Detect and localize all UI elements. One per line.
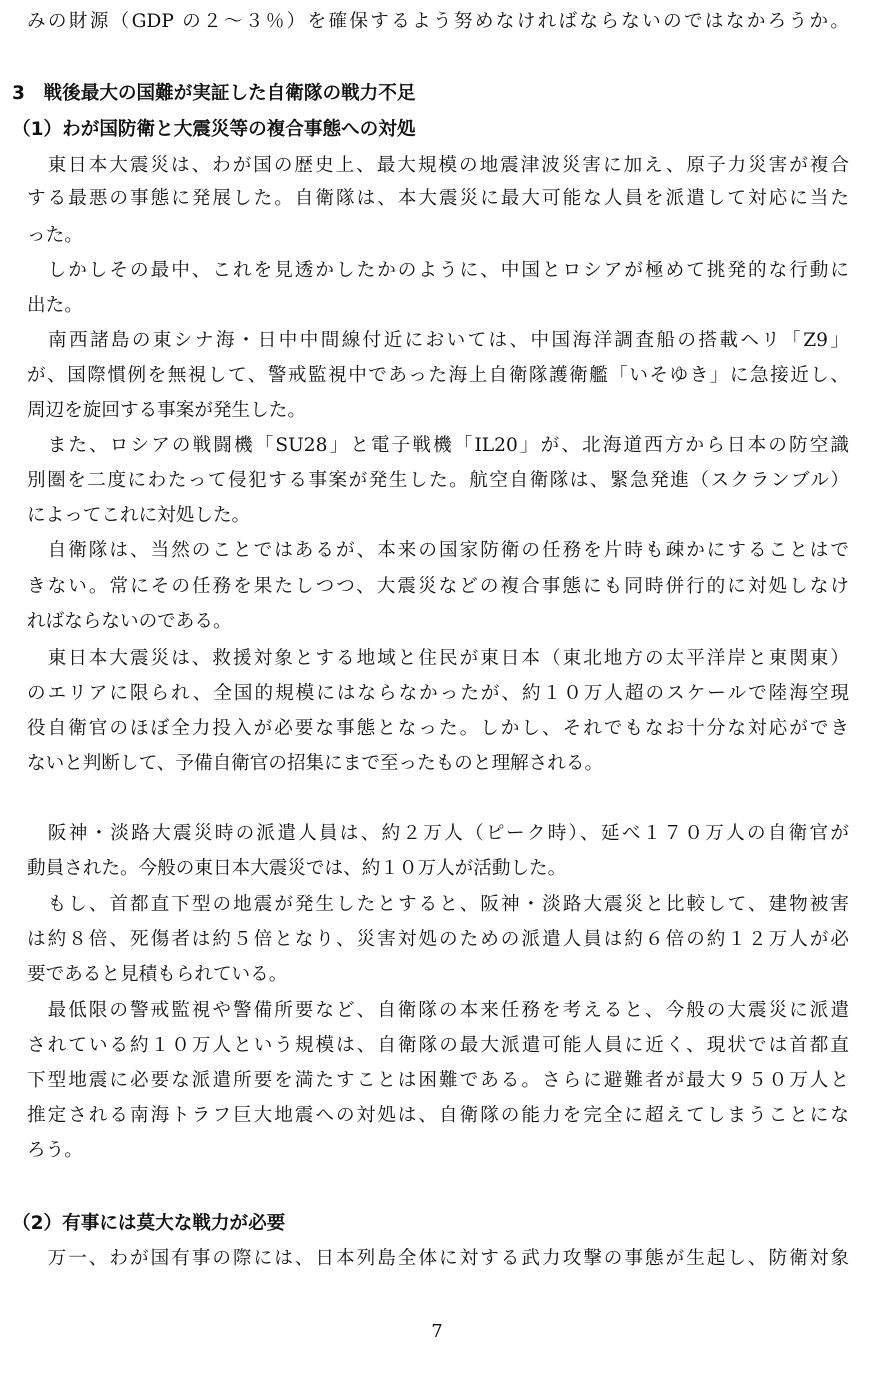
text-line: する最悪の事態に発展した。自衛隊は、本大震災に最大可能な人員を派遣して対応に当た	[27, 188, 849, 209]
text-line: しかしその最中、これを見透かしたかのように、中国とロシアが極めて挑発的な行動に	[27, 260, 849, 281]
text-line: 南西諸島の東シナ海・日中中間線付近においては、中国海洋調査船の搭載ヘリ「Z9」	[27, 330, 849, 351]
text-line: のエリアに限られ、全国的規模にはならなかったが、約１０万人超のスケールで陸海空現	[27, 683, 849, 704]
text-line: 推定される南海トラフ巨大地震への対処は、自衛隊の能力を完全に超えてしまうことにな	[27, 1105, 849, 1126]
text-line: 東日本大震災は、救援対象とする地域と住民が東日本（東北地方の太平洋岸と東関東）	[27, 648, 849, 669]
text-line: ろう。	[27, 1140, 83, 1161]
text-line: もし、首都直下型の地震が発生したとすると、阪神・淡路大震災と比較して、建物被害	[27, 894, 849, 915]
text-line: 要であると見積もられている。	[27, 964, 288, 985]
text-line: されている約１０万人という規模は、自衛隊の最大派遣可能人員に近く、現状では首都直	[27, 1035, 849, 1056]
text-line: 別圏を二度にわたって侵犯する事案が発生した。航空自衛隊は、緊急発進（スクランブル）	[27, 470, 849, 491]
text-line: 周辺を旋回する事案が発生した。	[27, 400, 306, 421]
text-line: ればならないのである。	[27, 611, 232, 632]
section-heading: 3 戦後最大の国難が実証した自衛隊の戦力不足	[12, 83, 416, 104]
text-line: は約８倍、死傷者は約５倍となり、災害対処のための派遣人員は約６倍の約１２万人が必	[27, 929, 849, 950]
text-line: 自衛隊は、当然のことではあるが、本来の国家防衛の任務を片時も疎かにすることはで	[27, 540, 849, 561]
text-line: 東日本大震災は、わが国の歴史上、最大規模の地震津波災害に加え、原子力災害が複合	[27, 155, 849, 176]
page-number: 7	[431, 1321, 443, 1342]
text-line: ないと判断して、予備自衛官の招集にまで至ったものと理解される。	[27, 753, 604, 774]
text-line: 下型地震に必要な派遣所要を満たすことは困難である。さらに避難者が最大９５０万人と	[27, 1070, 849, 1091]
subsection-heading: （2）有事には莫大な戦力が必要	[12, 1213, 286, 1234]
text-line: 役自衛官のほぼ全力投入が必要な事態となった。しかし、それでもなお十分な対応ができ	[27, 718, 849, 739]
text-line: 動員された。今般の東日本大震災では、約１０万人が活動した。	[27, 858, 567, 879]
text-line: った。	[27, 225, 83, 246]
text-line: みの財源（GDP の２～３％）を確保するよう努めなければならないのではなかろうか。	[27, 11, 849, 32]
text-line: また、ロシアの戦闘機「SU28」と電子戦機「IL20」が、北海道西方から日本の防空識	[27, 435, 849, 456]
text-line: 阪神・淡路大震災時の派遣人員は、約２万人（ピーク時）、延べ１７０万人の自衛官が	[27, 823, 849, 844]
subsection-heading: （1）わが国防衛と大震災等の複合事態への対処	[12, 119, 416, 140]
text-line: が、国際慣例を無視して、警戒監視中であった海上自衛隊護衛艦「いそゆき」に急接近し、	[27, 365, 849, 386]
text-line: によってこれに対処した。	[27, 505, 251, 526]
text-line: 最低限の警戒監視や警備所要など、自衛隊の本来任務を考えると、今般の大震災に派遣	[27, 1000, 849, 1021]
text-line: きない。常にその任務を果たしつつ、大震災などの複合事態にも同時併行的に対処しなけ	[27, 576, 849, 597]
text-line: 出た。	[27, 295, 83, 316]
text-line: 万一、わが国有事の際には、日本列島全体に対する武力攻撃の事態が生起し、防衛対象	[27, 1248, 849, 1269]
